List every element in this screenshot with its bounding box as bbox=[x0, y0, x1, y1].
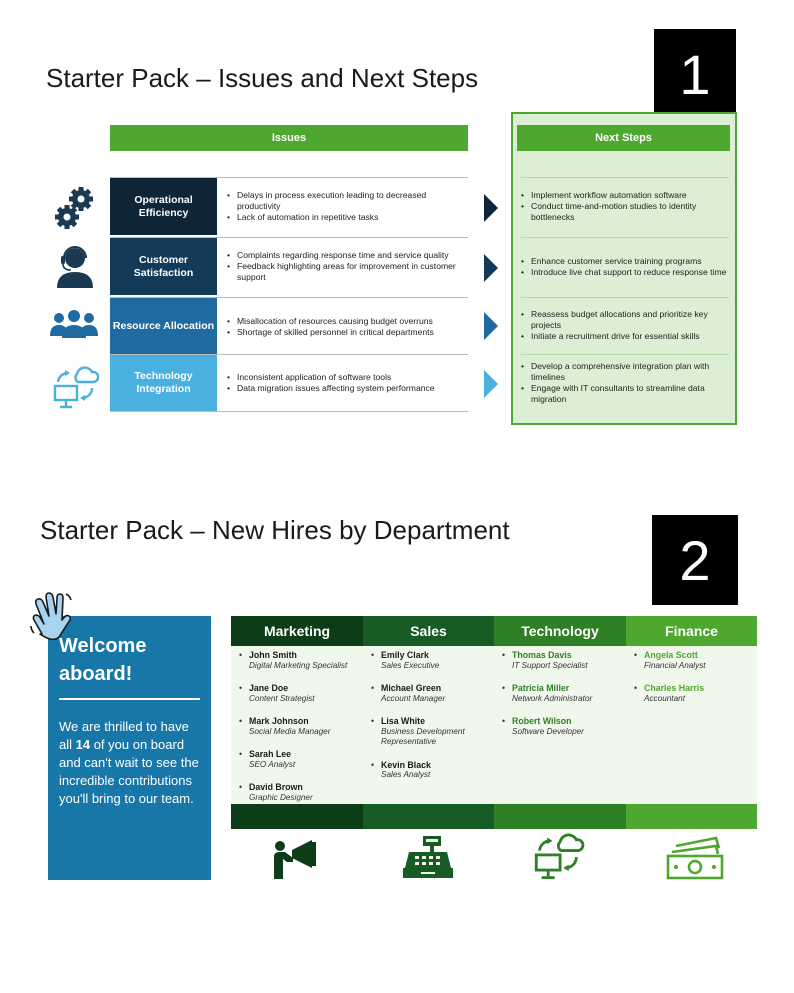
hire-role: SEO Analyst bbox=[249, 759, 296, 769]
issue-item: • Delays in process execution leading to decreased productivity bbox=[227, 190, 462, 212]
issue-list bbox=[217, 238, 468, 295]
dept-footer-finance bbox=[626, 804, 757, 829]
headset-person-icon bbox=[55, 244, 95, 290]
hire-role: Content Strategist bbox=[249, 693, 315, 703]
issue-row-technology-integration bbox=[110, 354, 468, 412]
issue-list bbox=[217, 178, 468, 235]
people-group-icon bbox=[50, 308, 98, 340]
issue-row-customer-satisfaction bbox=[110, 237, 468, 295]
hire-role: Accountant bbox=[644, 693, 685, 703]
dept-footer-technology bbox=[494, 804, 626, 829]
dept-header-finance: Finance bbox=[626, 616, 757, 646]
issue-item: • Data migration issues affecting system performance bbox=[227, 383, 462, 394]
list-item bbox=[371, 650, 494, 671]
hire-name: • Robert Wilson bbox=[512, 716, 572, 726]
slide2-number-badge: 2 bbox=[652, 515, 738, 605]
next-step-item: • Introduce live chat support to reduce response time bbox=[521, 267, 729, 278]
hire-role: Sales Analyst bbox=[381, 770, 431, 779]
hire-role: Digital Marketing Specialist bbox=[249, 660, 348, 670]
next-step-item: • Engage with IT consultants to streamline data migration bbox=[521, 383, 729, 405]
slide1-title: Starter Pack – Issues and Next Steps bbox=[46, 63, 479, 93]
hire-name: • Lisa White bbox=[381, 716, 425, 726]
category-label: Technology Integration bbox=[110, 355, 217, 411]
hire-name: • John Smith bbox=[249, 650, 297, 660]
slide2-title: Starter Pack – New Hires by Department bbox=[40, 515, 510, 545]
hire-name: • Charles Harris bbox=[644, 683, 705, 693]
list-item bbox=[634, 683, 757, 704]
megaphone-person-icon bbox=[272, 834, 320, 880]
dept-header-sales: Sales bbox=[363, 616, 494, 646]
hire-name: • Thomas Davis bbox=[512, 650, 572, 660]
next-steps-list bbox=[521, 297, 729, 353]
arrow-right-icon bbox=[484, 254, 498, 282]
welcome-title: Welcome aboard! bbox=[59, 635, 147, 685]
dept-column-marketing bbox=[231, 646, 363, 804]
next-steps-list bbox=[521, 237, 729, 295]
cloud-computer-sync-icon bbox=[533, 830, 585, 882]
arrow-right-icon bbox=[484, 312, 498, 340]
hire-name: • Kevin Black bbox=[381, 759, 431, 770]
issues-header: Issues bbox=[110, 125, 468, 151]
hire-role: Account Manager bbox=[381, 693, 446, 703]
slide1-number-badge: 1 bbox=[654, 29, 736, 119]
welcome-text-part: We are thrilled to have all bbox=[59, 719, 189, 752]
hire-name: • Angela Scott bbox=[644, 650, 698, 660]
hire-role: Sales Executive bbox=[381, 660, 440, 670]
issue-row-operational-efficiency bbox=[110, 177, 468, 235]
list-item bbox=[239, 749, 363, 770]
welcome-message bbox=[59, 718, 200, 808]
dept-footer-sales bbox=[363, 804, 494, 829]
hire-role: Social Media Manager bbox=[249, 726, 331, 736]
next-steps-list bbox=[521, 177, 729, 235]
issue-item: • Misallocation of resources causing budget overruns bbox=[227, 316, 462, 327]
arrow-right-icon bbox=[484, 194, 498, 222]
next-step-item: • Enhance customer service training programs bbox=[521, 256, 729, 267]
list-item bbox=[239, 650, 363, 671]
category-label: Resource Allocation bbox=[110, 298, 217, 355]
list-item bbox=[239, 683, 363, 704]
list-item bbox=[634, 650, 757, 671]
hire-name: • David Brown bbox=[249, 782, 303, 792]
next-step-item: • Initiate a recruitment drive for essential skills bbox=[521, 331, 729, 342]
issue-item: • Inconsistent application of software tools bbox=[227, 372, 462, 383]
hire-role: Software Developer bbox=[512, 726, 584, 736]
list-item bbox=[502, 683, 626, 704]
issue-item: • Shortage of skilled personnel in critical departments bbox=[227, 327, 462, 338]
next-steps-header: Next Steps bbox=[517, 125, 730, 151]
welcome-panel bbox=[48, 616, 211, 880]
list-item bbox=[371, 760, 494, 781]
hire-role: Financial Analyst bbox=[644, 660, 706, 670]
divider bbox=[59, 698, 200, 700]
welcome-text-part: of you on board and can't wait to see the incredible contributions you'll bring to our team. bbox=[59, 737, 199, 806]
new-hire-count: 14 bbox=[75, 737, 91, 752]
issue-item: • Complaints regarding response time and service quality bbox=[227, 250, 462, 261]
hire-name: • Michael Green bbox=[381, 683, 442, 693]
dept-column-finance bbox=[626, 646, 757, 804]
next-step-item: • Reassess budget allocations and prioritize key projects bbox=[521, 309, 729, 331]
hire-name: • Emily Clark bbox=[381, 650, 429, 660]
waving-hand-icon bbox=[28, 586, 76, 640]
hire-name: • Sarah Lee bbox=[249, 749, 292, 759]
issue-item: • Lack of automation in repetitive tasks bbox=[227, 212, 462, 223]
list-item bbox=[502, 716, 626, 737]
category-label: Operational Efficiency bbox=[110, 178, 217, 235]
dept-header-marketing: Marketing bbox=[231, 616, 363, 646]
dept-column-sales bbox=[363, 646, 494, 804]
category-label: Customer Satisfaction bbox=[110, 238, 217, 295]
next-step-item: • Implement workflow automation software bbox=[521, 190, 729, 201]
cash-register-icon bbox=[401, 834, 455, 880]
next-step-item: • Develop a comprehensive integration plan with timelines bbox=[521, 361, 729, 383]
hire-name: • Patricia Miller bbox=[512, 683, 570, 693]
hire-role: Business Development Representative bbox=[381, 726, 465, 746]
list-item bbox=[502, 650, 626, 671]
list-item bbox=[239, 716, 363, 737]
next-step-item: • Conduct time-and-motion studies to identity bottlenecks bbox=[521, 201, 729, 223]
gears-icon bbox=[52, 184, 98, 232]
issue-row-resource-allocation bbox=[110, 297, 468, 355]
issue-list bbox=[217, 355, 468, 411]
arrow-right-icon bbox=[484, 370, 498, 398]
dept-column-technology bbox=[494, 646, 626, 804]
hire-role: IT Support Specialist bbox=[512, 660, 588, 670]
hire-name: • Mark Johnson bbox=[249, 716, 309, 726]
list-item bbox=[371, 716, 494, 748]
issue-item: • Feedback highlighting areas for improvement in customer support bbox=[227, 261, 462, 283]
list-item bbox=[371, 683, 494, 704]
money-bills-icon bbox=[666, 836, 724, 880]
dept-footer-marketing bbox=[231, 804, 363, 829]
hire-name: • Jane Doe bbox=[249, 683, 289, 693]
list-item bbox=[239, 782, 363, 803]
issue-list bbox=[217, 298, 468, 355]
next-steps-list bbox=[521, 354, 729, 410]
hire-role: Graphic Designer bbox=[249, 792, 313, 802]
dept-header-technology: Technology bbox=[494, 616, 626, 646]
cloud-computer-sync-icon bbox=[52, 364, 100, 410]
hire-role: Network Administrator bbox=[512, 693, 593, 703]
